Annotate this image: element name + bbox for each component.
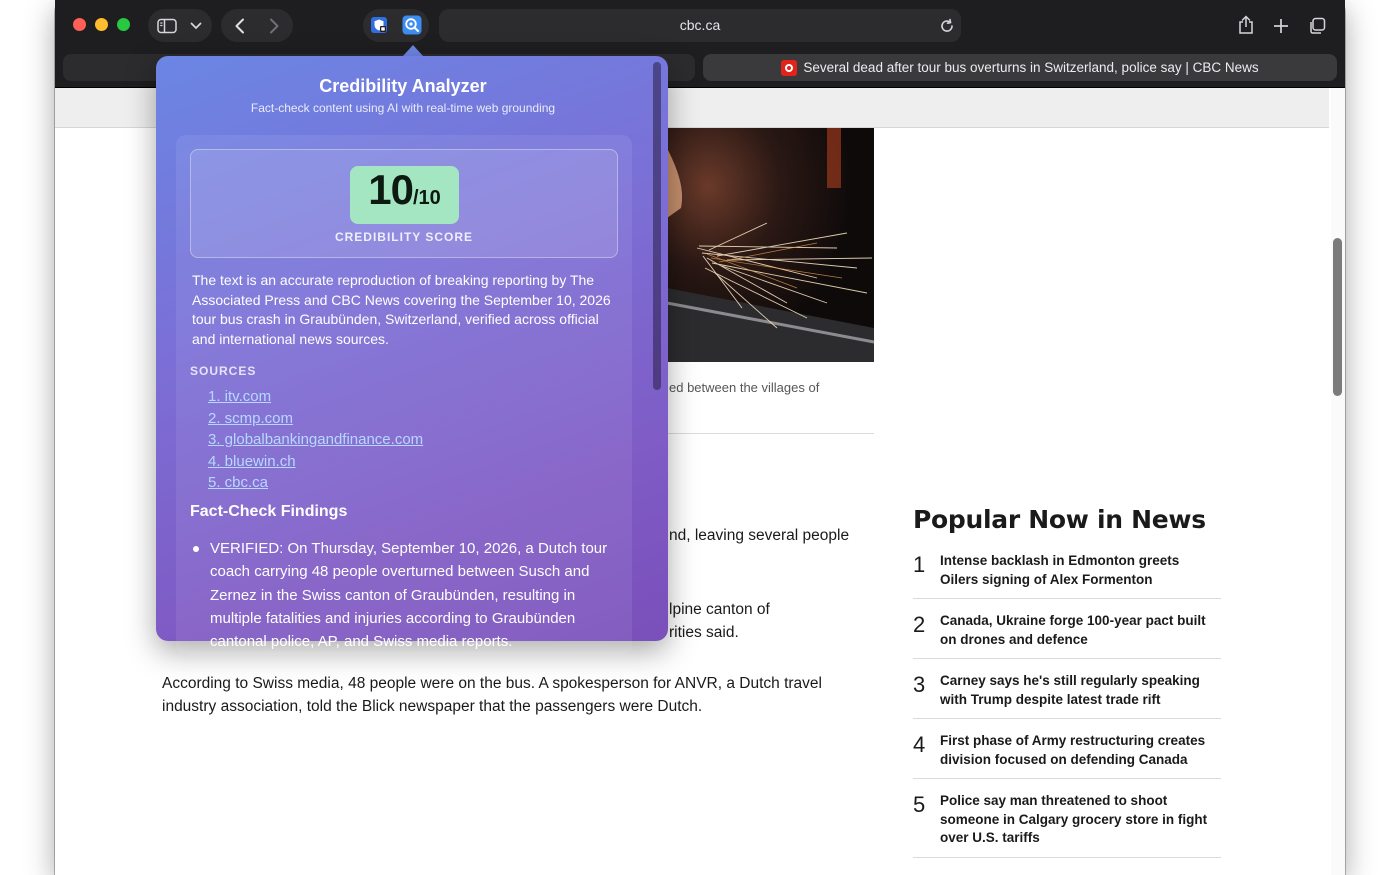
popular-item-number: 1 [913,552,926,577]
source-item [208,429,423,451]
page-scrollbar-track[interactable] [1331,88,1345,875]
sources-list [208,386,423,494]
sources-heading: SOURCES [190,364,257,378]
popular-item[interactable] [913,672,1221,719]
cbc-favicon-icon [781,60,797,76]
tab-active[interactable] [703,54,1337,81]
close-window-button[interactable] [73,18,86,31]
findings-heading: Fact-Check Findings [190,503,348,520]
popup-title: Credibility Analyzer [319,76,487,96]
source-link[interactable]: 2. scmp.com [208,409,294,427]
credibility-analyzer-popup [156,56,668,651]
popup-pointer [403,45,423,56]
article-paragraph-2-line-1: lpine canton of [669,601,770,618]
credibility-analyzer-extension-icon[interactable] [401,14,423,36]
popular-item[interactable] [913,792,1221,858]
article-paragraph-2-line-2: rities said. [669,624,739,641]
popular-item-number: 5 [913,792,926,817]
popular-item[interactable] [913,552,1221,599]
score-value: 10 [368,166,413,213]
bullet-dot [193,546,199,552]
finding-item: VERIFIED: On Thursday, September 10, 2026, a Dutch tour coach carrying 48 people overturned between Susch and Zernez in the Swiss canton of Graubünden, resulting in multiple fatalities and injuries according to Graubünden cantonal police, AP, and Swiss media reports. [210,540,608,651]
new-tab-plus-icon[interactable] [1270,15,1292,37]
zoom-window-button[interactable] [117,18,130,31]
popular-item-link[interactable]: Carney says he's still regularly speaking with Trump despite latest trade rift [940,673,1200,707]
source-item [208,408,423,430]
minimize-window-button[interactable] [95,18,108,31]
source-link[interactable]: 1. itv.com [208,388,272,405]
back-arrow-icon[interactable] [228,15,252,37]
chevron-down-icon[interactable] [187,17,205,35]
photo-caption: ed between the villages of [669,380,820,395]
popular-heading: Popular Now in News [913,505,1206,534]
score-max: /10 [412,187,441,209]
popular-item[interactable] [913,612,1221,659]
popular-item-link[interactable]: Intense backlash in Edmonton greets Oilers signing of Alex Formenton [940,553,1180,587]
source-link[interactable]: 4. bluewin.ch [208,452,296,470]
reload-icon[interactable] [937,16,957,36]
analysis-summary: The text is an accurate reproduction of breaking reporting by The Associated Press and CBC News covering the September 10, 2026 tour bus crash in Graubünden, Switzerland, verified across official and international news sources. [192,272,611,347]
score-badge [350,166,459,224]
score-panel [190,149,618,258]
popular-item-number: 3 [913,672,926,697]
source-link[interactable]: 3. globalbankingandfinance.com [208,431,424,448]
score-label: CREDIBILITY SCORE [334,230,474,244]
popup-scrollbar-thumb[interactable] [653,62,661,390]
popular-item-link[interactable]: Canada, Ukraine forge 100-year pact built on drones and defence [940,613,1206,647]
forward-arrow-icon[interactable] [262,15,286,37]
tab-title: Several dead after tour bus overturns in Switzerland, police say | CBC News [803,60,1259,75]
address-url: cbc.ca [679,17,721,33]
source-link[interactable]: 5. cbc.ca [208,474,269,491]
article-photo [667,128,874,362]
popular-item-number: 2 [913,612,926,637]
popular-item[interactable] [913,732,1221,779]
article-paragraph-1: nd, leaving several people [669,527,850,544]
source-item [208,386,423,408]
title-bar [55,0,1345,52]
address-bar[interactable] [439,9,961,42]
popular-item-link[interactable]: Police say man threatened to shoot someone in Calgary grocery store in fight over U.S. tariffs [940,793,1208,845]
popular-item-link[interactable]: First phase of Army restructuring creates division focused on defending Canada [940,733,1206,767]
source-item [208,451,423,473]
article-paragraph-3: According to Swiss media, 48 people were on the bus. A spokesperson for ANVR, a Dutch travel industry association, told the Blick newspaper that the passengers were Dutch. [162,675,822,715]
page-scrollbar-thumb[interactable] [1333,238,1342,396]
tab-overview-icon[interactable] [1306,15,1328,37]
popular-now-panel [913,505,1221,871]
share-icon[interactable] [1235,14,1257,36]
popup-subtitle: Fact-check content using AI with real-time web grounding [250,101,556,115]
shield-extension-icon[interactable] [368,14,390,36]
source-item [208,472,423,494]
sidebar-icon[interactable] [156,16,178,36]
popular-item-number: 4 [913,732,926,757]
